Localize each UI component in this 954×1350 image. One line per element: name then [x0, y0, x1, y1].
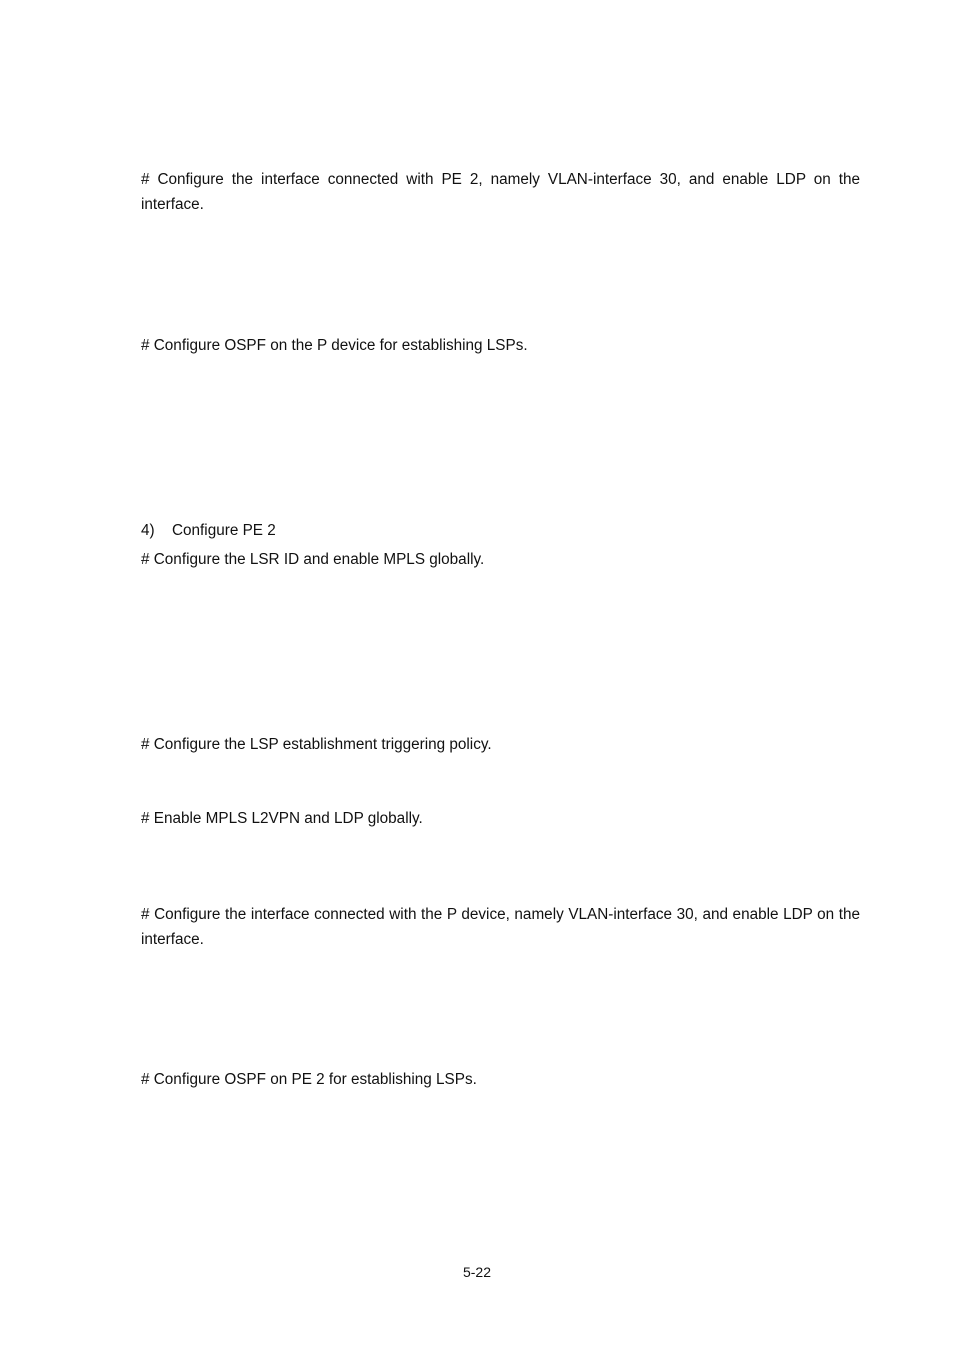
paragraph-configure-vlan-interface-p: # Configure the interface connected with PE 2, namely VLAN-interface 30, and enable LDP on the interface.: [141, 171, 860, 213]
paragraph-configure-ospf-pe2: # Configure OSPF on PE 2 for establishing LSPs.: [141, 1071, 477, 1088]
paragraph-configure-lsp-policy-pe2: # Configure the LSP establishment triggering policy.: [141, 736, 492, 753]
paragraph-enable-l2vpn-pe2: # Enable MPLS L2VPN and LDP globally.: [141, 810, 423, 827]
step-heading-configure-pe2: [141, 518, 276, 543]
page-number: 5-22: [462, 1264, 492, 1280]
paragraph-configure-vlan-interface-pe2: # Configure the interface connected with the P device, namely VLAN-interface 30, and enable LDP on the interface.: [141, 906, 860, 948]
step-number: 4): [141, 522, 155, 539]
paragraph-configure-lsr-id-pe2: # Configure the LSR ID and enable MPLS globally.: [141, 551, 485, 568]
step-label: Configure PE 2: [172, 522, 276, 539]
paragraph-configure-ospf-p: # Configure OSPF on the P device for establishing LSPs.: [141, 337, 528, 354]
